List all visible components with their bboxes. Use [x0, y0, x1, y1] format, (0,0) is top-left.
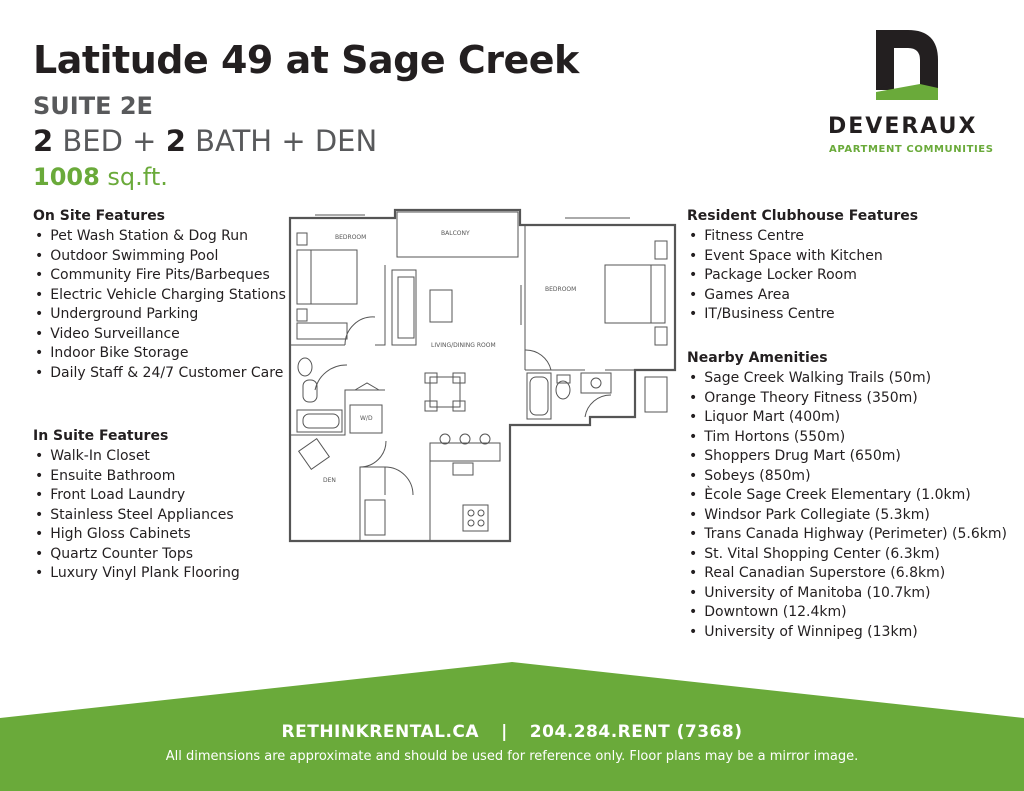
beds-count: 2 — [33, 124, 54, 158]
square-footage — [33, 163, 168, 191]
baths-label: BATH + DEN — [185, 124, 378, 158]
den-label: DEN — [323, 477, 336, 484]
list-item: • Front Load Laundry — [33, 486, 240, 506]
laundry-label: W/D — [360, 415, 373, 422]
list-item: • Event Space with Kitchen — [687, 247, 883, 267]
amenities-heading: Nearby Amenities — [687, 350, 828, 366]
list-item: • University of Manitoba (10.7km) — [687, 584, 1007, 604]
in-suite-list — [33, 447, 240, 584]
list-item: • Sobeys (850m) — [687, 467, 1007, 487]
list-item: • Community Fire Pits/Barbeques — [33, 266, 286, 286]
bedroom-right-label: BEDROOM — [545, 286, 577, 293]
list-item: • Daily Staff & 24/7 Customer Care — [33, 364, 286, 384]
list-item: • Orange Theory Fitness (350m) — [687, 389, 1007, 409]
list-item: • Real Canadian Superstore (6.8km) — [687, 564, 1007, 584]
footer-disclaimer: All dimensions are approximate and should be used for reference only. Floor plans may be a mirror image. — [165, 749, 859, 764]
sqft-number: 1008 — [33, 163, 100, 191]
list-item: • Windsor Park Collegiate (5.3km) — [687, 506, 1007, 526]
list-item: • Electric Vehicle Charging Stations — [33, 286, 286, 306]
list-item: • Liquor Mart (400m) — [687, 408, 1007, 428]
list-item: • Quartz Counter Tops — [33, 545, 240, 565]
list-item: • Ensuite Bathroom — [33, 467, 240, 487]
logo-tagline: APARTMENT COMMUNITIES — [829, 144, 994, 155]
clubhouse-heading: Resident Clubhouse Features — [687, 208, 919, 224]
list-item: • St. Vital Shopping Center (6.3km) — [687, 545, 1007, 565]
list-item: • Outdoor Swimming Pool — [33, 247, 286, 267]
list-item: • Underground Parking — [33, 305, 286, 325]
list-item: • Tim Hortons (550m) — [687, 428, 1007, 448]
list-item: • Fitness Centre — [687, 227, 883, 247]
deveraux-logo-icon — [874, 28, 940, 102]
list-item: • Stainless Steel Appliances — [33, 506, 240, 526]
on-site-list — [33, 227, 286, 383]
list-item: • Package Locker Room — [687, 266, 883, 286]
on-site-heading: On Site Features — [33, 208, 166, 224]
list-item: • IT/Business Centre — [687, 305, 883, 325]
website-link[interactable]: RETHINKRENTAL.CA — [281, 722, 480, 742]
in-suite-heading: In Suite Features — [33, 428, 169, 444]
list-item: • Ècole Sage Creek Elementary (1.0km) — [687, 486, 1007, 506]
list-item: • Sage Creek Walking Trails (50m) — [687, 369, 1007, 389]
list-item: • Shoppers Drug Mart (650m) — [687, 447, 1007, 467]
amenities-list — [687, 369, 1007, 642]
list-item: • Video Surveillance — [33, 325, 286, 345]
phone-number[interactable]: 204.284.RENT (7368) — [529, 722, 743, 742]
balcony-label: BALCONY — [441, 230, 470, 237]
list-item: • High Gloss Cabinets — [33, 525, 240, 545]
list-item: • University of Winnipeg (13km) — [687, 623, 1007, 643]
list-item: • Trans Canada Highway (Perimeter) (5.6km) — [687, 525, 1007, 545]
bed-bath-summary — [33, 124, 377, 158]
footer-separator: | — [501, 722, 508, 742]
floor-plan — [285, 205, 680, 545]
logo-wordmark: DEVERAUX — [828, 114, 978, 139]
beds-label: BED + — [53, 124, 166, 158]
living-dining-label: LIVING/DINING ROOM — [431, 342, 496, 349]
baths-count: 2 — [165, 124, 186, 158]
page-title: Latitude 49 at Sage Creek — [33, 38, 579, 82]
suite-name: SUITE 2E — [33, 92, 153, 120]
clubhouse-list — [687, 227, 883, 325]
footer-contact — [0, 722, 1024, 742]
list-item: • Luxury Vinyl Plank Flooring — [33, 564, 240, 584]
list-item: • Downtown (12.4km) — [687, 603, 1007, 623]
list-item: • Pet Wash Station & Dog Run — [33, 227, 286, 247]
sqft-unit: sq.ft. — [99, 163, 168, 191]
list-item: • Walk-In Closet — [33, 447, 240, 467]
list-item: • Indoor Bike Storage — [33, 344, 286, 364]
bedroom-left-label: BEDROOM — [335, 234, 367, 241]
list-item: • Games Area — [687, 286, 883, 306]
